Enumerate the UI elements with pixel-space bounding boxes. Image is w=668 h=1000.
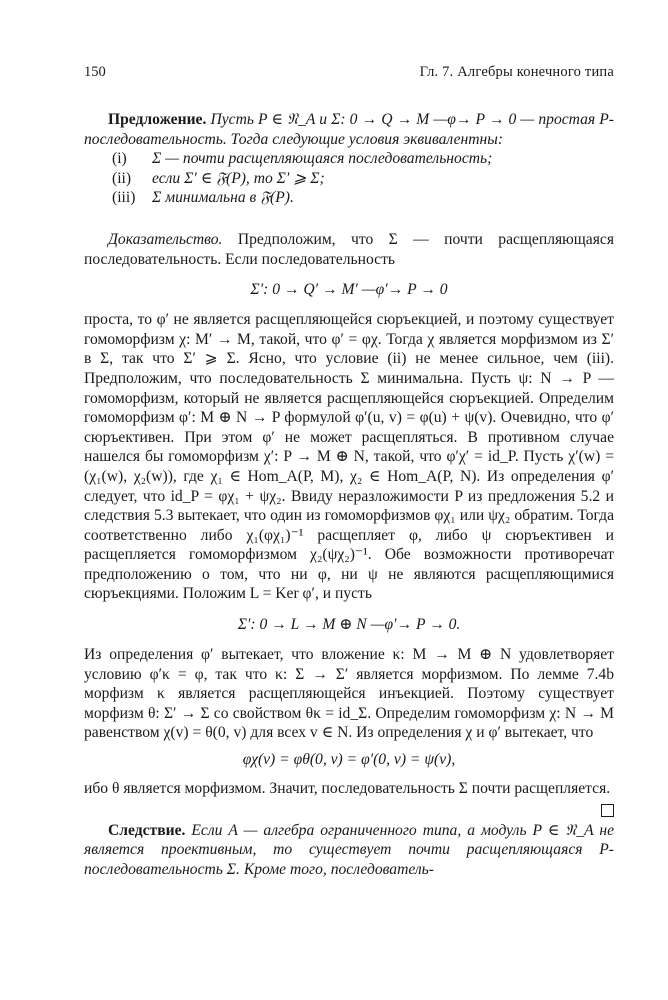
corollary-label: Следствие. — [108, 821, 186, 839]
formula-sigma-prime-sum: Σ′: 0 → L → M ⊕ N —φ′→ P → 0. — [237, 616, 461, 634]
proof-paragraph-1: проста, то φ′ не является расщепляющейся сюръекцией, и поэтому существует гомоморфизм χ: M′ → M, такой, что φ′ = φχ. Тогда χ является морфизмом из Σ′ в Σ, так что Σ′ ⩾ Σ. Ясно, что условие (ii) не менее сильное, чем (iii). Предположим, что последовательность Σ минимальна. Пусть ψ: N → P — гомоморфизм, который не является расщепляющейся сюръекцией. Определим гомоморфизм φ′: M ⊕ N → P формулой φ′(u, v) = φ(u) + ψ(v). Очевидно, что φ′ сюръективен. При этом φ′ не может расщепляться. В противном случае нашелся бы гомоморфизм χ′: P → M ⊕ N, такой, что φ′χ′ = id_P. Пусть χ′(w) = (χ₁(w), χ₂(w)), где χ₁ ∈ Hom_A(P, M), χ₂ ∈ Hom_A(P, N). Из определения φ′ следует, что id_P = φχ₁ + ψχ₂. Ввиду неразложимости P из предложения 5.2 и следствия 5.3 вытекает, что один из гомоморфизмов φχ₁ или ψχ₂ обратим. Тогда соответственно либо χ₁(φχ₁)⁻¹ расщепляет φ, либо ψ сюръективен и расщепляется гомоморфизмом χ₂(ψχ₂)⁻¹. Обе возможности противоречат предположению о том, что ни φ, ни ψ не являются расщепляющимися сюръекциями. Положим L = Ker φ′, и пусть — [84, 311, 614, 603]
proposition-statement — [84, 110, 614, 149]
corollary-text: Следствие. Если A — алгебра ограниченного типа, а модуль P ∈ 𝔑_A не является проективным, то существует почти расщепляющаяся P-последовательность Σ. Кроме того, последователь- — [84, 821, 614, 878]
proof-paragraph-2: Из определения φ′ вытекает, что вложение κ: M → M ⊕ N удовлетворяет условию φ′κ = φ, так что κ: Σ → Σ′ является морфизмом. По лемме 7.4b морфизм κ является расщепляющейся инъекцией. Поэтому существует морфизм θ: Σ′ → Σ со свойством θκ = id_Σ. Определим гомоморфизм χ: N → M равенством χ(v) = θ(0, v) для всех v ∈ N. Из определения χ и φ′ вытекает, что — [84, 646, 614, 742]
condition-item: (ii) если Σ′ ∈ 𝔉(P), то Σ′ ⩾ Σ; — [112, 169, 325, 187]
proposition-label: Предложение. — [108, 111, 207, 128]
page-header — [84, 64, 614, 86]
page — [84, 64, 614, 879]
running-head: Гл. 7. Алгебры конечного типа — [419, 64, 614, 80]
qed-square-icon — [601, 804, 614, 817]
proof — [84, 230, 614, 799]
proof-label: Доказательство. — [108, 230, 223, 248]
corollary — [84, 821, 614, 880]
formula-chi: φχ(v) = φθ(0, v) = φ′(0, v) = ψ(v), — [242, 751, 456, 769]
conditions-list — [112, 149, 614, 208]
proof-intro: Доказательство. Предположим, что Σ — почти расщепляющаяся последовательность. Если последовательность — [84, 230, 614, 268]
proposition — [84, 110, 614, 208]
proposition-text: Пусть P ∈ 𝔑_A и Σ: 0 → Q → M —φ→ P → 0 — простая P-последовательность. Тогда следующие условия эквивалентны: — [84, 111, 614, 148]
proof-paragraph-3: ибо θ является морфизмом. Значит, последовательность Σ почти расщепляется. — [84, 779, 614, 799]
formula-sigma-prime: Σ′: 0 → Q′ → M′ —φ′→ P → 0 — [250, 281, 448, 299]
condition-item: (iii) Σ минимальна в 𝔉(P). — [112, 189, 294, 207]
condition-item: (i) Σ — почти расщепляющаяся последовательность; — [112, 150, 493, 168]
page-number: 150 — [84, 64, 106, 80]
